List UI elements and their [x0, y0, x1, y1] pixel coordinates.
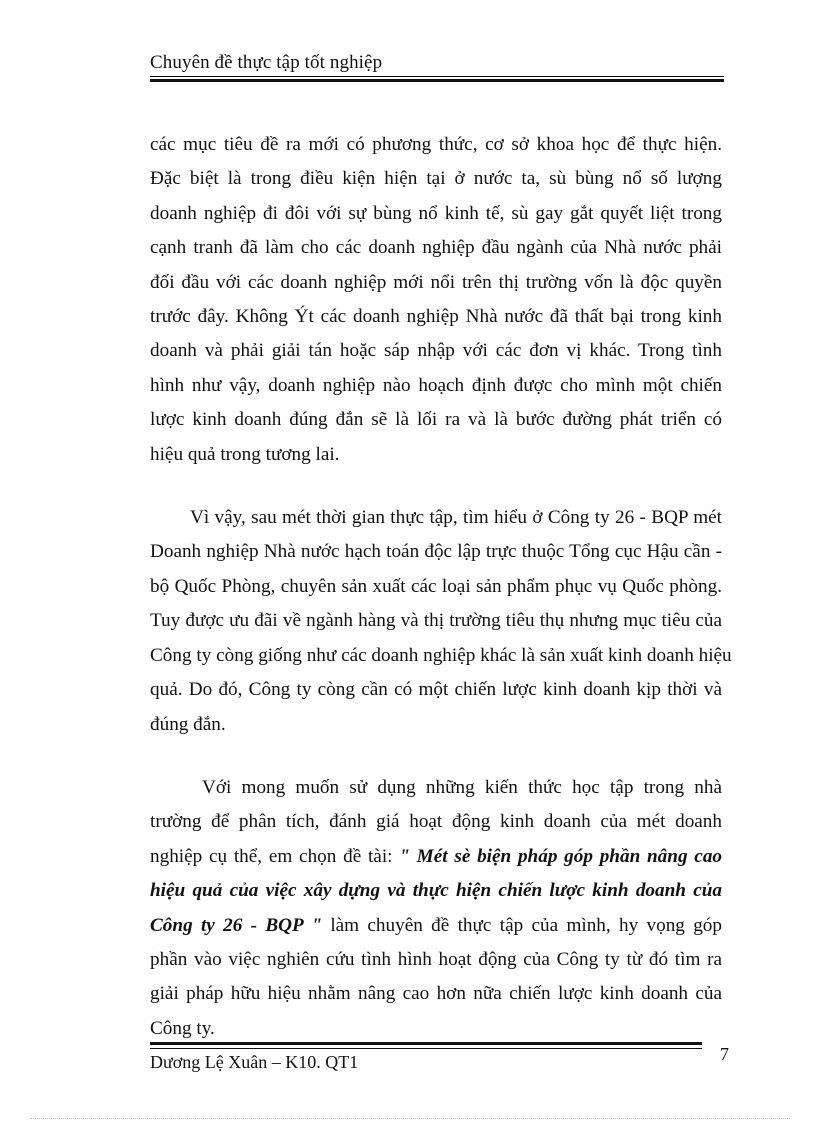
text-line: hình như vậy, doanh nghiệp nào hoạch định được cho mình một chiến	[150, 374, 722, 396]
header-rule-thin	[150, 76, 724, 77]
text-line: trường để phân tích, đánh giá hoạt động kinh doanh của mét doanh	[150, 811, 722, 833]
footer-author: Dương Lệ Xuân – K10. QT1	[150, 1052, 359, 1072]
text-line: bộ Quốc Phòng, chuyên sản xuất các loại sản phẩm phục vụ Quốc phòng.	[150, 575, 722, 597]
thesis-title-part-1: " Mét sè biện pháp góp phần nâng cao	[399, 845, 723, 867]
text-line: cạnh tranh đã làm cho các doanh nghiệp đầu ngành của Nhà nước phải	[150, 237, 722, 259]
thesis-title-part-3: Công ty 26 - BQP "	[150, 914, 322, 936]
text-line: Tuy được ưu đãi về ngành hàng và thị trường tiêu thụ nhưng mục tiêu của	[150, 610, 722, 632]
document-body	[150, 128, 732, 1046]
footer-rule-thick	[150, 1042, 702, 1045]
text-line	[150, 909, 722, 943]
page-number: 7	[720, 1044, 729, 1064]
header-title: Chuyên đề thực tập tốt nghiệp	[150, 52, 383, 73]
text-line: doanh nghiệp đi đôi với sự bùng nổ kinh tế, sù gay gắt quyết liệt trong	[150, 202, 722, 224]
text-line: các mục tiêu đề ra mới có phương thức, cơ sở khoa học để thực hiện.	[150, 134, 722, 155]
text-line: lược kinh doanh đúng đắn sẽ là lối ra và là bước đường phát triển có	[150, 409, 722, 431]
text-segment: làm chuyên đề thực tập của mình, hy vọng góp	[322, 914, 722, 936]
thesis-title-part-2: hiệu quả của việc xây dựng và thực hiện chiến lược kinh doanh của	[150, 880, 722, 902]
header-rule-thick	[150, 79, 724, 82]
paragraph-1	[150, 128, 722, 472]
text-line: hiệu quả trong tương lai.	[150, 443, 340, 465]
paragraph-2	[150, 501, 732, 742]
text-segment: nghiệp cụ thể, em chọn đề tài:	[150, 845, 400, 867]
text-line: Công ty còng giống như các doanh nghiệp khác là sản xuất kinh doanh hiệu	[150, 644, 732, 666]
text-line: doanh và phải giải tán hoặc sáp nhập với các đơn vị khác. Trong tình	[150, 340, 722, 362]
page-edge-divider	[30, 1118, 790, 1119]
paragraph-3	[150, 771, 722, 1046]
text-line: đối đầu với các doanh nghiệp mới nổi trên thị trường vốn là độc quyền	[150, 271, 722, 293]
footer-rule-thin	[150, 1048, 702, 1049]
text-line: Với mong muốn sử dụng những kiến thức học tập trong nhà	[202, 776, 722, 798]
text-line: phần vào việc nghiên cứu tình hình hoạt động của Công ty từ đó tìm ra	[150, 948, 722, 970]
text-line	[150, 840, 722, 874]
text-line: Đặc biệt là trong điều kiện hiện tại ở nước ta, sù bùng nổ số lượng	[150, 168, 722, 190]
text-line: Doanh nghiệp Nhà nước hạch toán độc lập trực thuộc Tổng cục Hậu cần -	[150, 541, 722, 563]
text-line: giải pháp hữu hiệu nhằm nâng cao hơn nữa chiến lược kinh doanh của	[150, 983, 722, 1005]
text-line: Vì vậy, sau mét thời gian thực tập, tìm hiểu ở Công ty 26 - BQP mét	[190, 507, 722, 529]
text-line: quả. Do đó, Công ty còng cần có một chiến lược kinh doanh kịp thời và	[150, 679, 722, 701]
text-line: trước đây. Không Ýt các doanh nghiệp Nhà nước đã thất bại trong kinh	[150, 306, 722, 328]
text-line: Công ty.	[150, 1017, 215, 1039]
text-line: đúng đắn.	[150, 713, 226, 735]
